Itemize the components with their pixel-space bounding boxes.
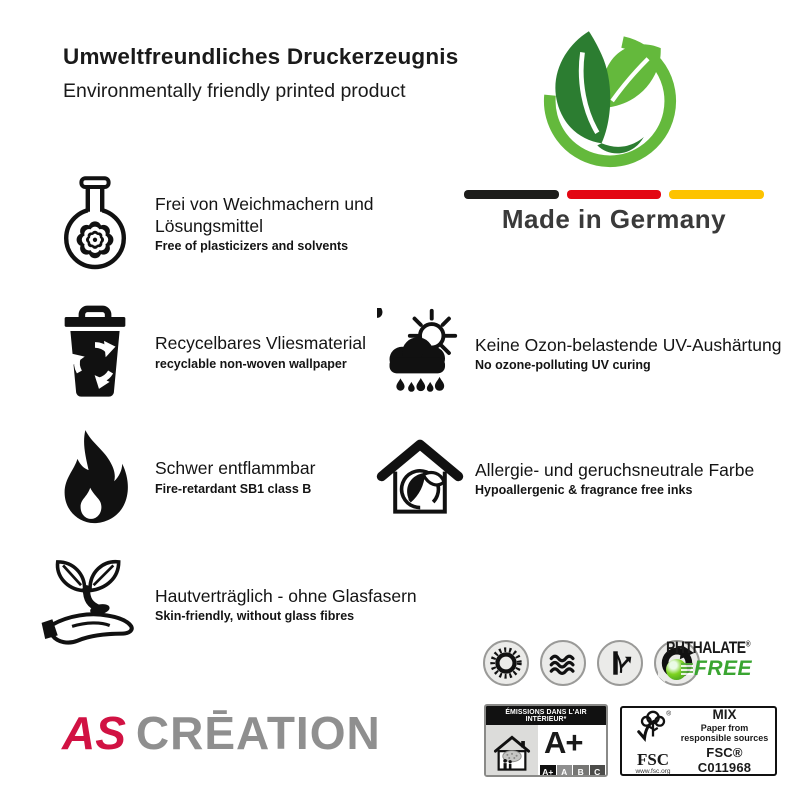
feature-no-uv-en: No ozone-polluting UV curing [475, 358, 651, 373]
free-word: FREE [694, 657, 753, 680]
green-waves-icon [681, 663, 693, 675]
flame-icon [45, 428, 145, 525]
scale-b: B [573, 765, 589, 777]
air-emissions-label [484, 704, 608, 777]
scale-c: C [590, 765, 606, 777]
feature-hypoallergenic-de: Allergie- und geruchsneutrale Farbe [475, 459, 755, 480]
german-flag-bar [464, 190, 764, 199]
fsc-grade: MIX [712, 706, 737, 722]
svg-text:®: ® [666, 710, 672, 718]
feature-plasticizer-free-en: Free of plasticizers and solvents [155, 239, 349, 254]
leaf-circle-logo [536, 26, 684, 176]
flag-red [567, 190, 662, 199]
fsc-url: www.fsc.org [635, 767, 671, 775]
flag-gold [669, 190, 764, 199]
fsc-acronym: FSC [636, 749, 670, 769]
air-rating: A+ [544, 725, 583, 760]
air-rating-scale [540, 765, 605, 777]
spongeable-waves-icon [540, 640, 586, 686]
sun-cloud-rain-icon [375, 308, 465, 398]
brand-creation: CRĒATION [135, 707, 381, 759]
phthalate-free-logo [666, 638, 776, 681]
fsc-desc: Paper from responsible sources [680, 722, 769, 743]
fsc-label [620, 706, 777, 776]
feature-skin-friendly-en: Skin-friendly, without glass fibres [155, 609, 355, 624]
feature-no-uv-de: Keine Ozon-belastende UV-Aushärtung [475, 334, 782, 355]
feature-plasticizer-free-de: Frei von Weichmachern und Lösungsmittel [155, 193, 374, 236]
page-title: Umweltfreundliches Druckerzeugnis [63, 44, 459, 69]
scale-a-plus: A+ [540, 765, 556, 777]
fsc-license: FSC® C011968 [697, 745, 752, 776]
brand-as: AS [62, 707, 126, 759]
feature-recyclable-en: recyclable non-woven wallpaper [155, 356, 347, 371]
made-in-germany-label: Made in Germany [501, 204, 727, 234]
flag-black [464, 190, 559, 199]
fsc-tree-icon [631, 708, 675, 746]
feature-fire-retardant-en: Fire-retardant SB1 class B [155, 481, 312, 496]
recycle-bin-icon [45, 304, 145, 399]
phthalate-word: PHTHALATE® [666, 638, 751, 657]
lightfastness-sun-icon [483, 640, 529, 686]
scale-a: A [557, 765, 573, 777]
feature-fire-retardant-de: Schwer entflammbar [155, 458, 316, 479]
feature-skin-friendly-de: Hautverträglich - ohne Glasfasern [155, 585, 417, 606]
hand-plant-icon [35, 554, 145, 654]
air-label-house-icon [486, 725, 538, 777]
strippable-arrow-icon [597, 640, 643, 686]
air-label-title: ÉMISSIONS DANS L'AIR INTÉRIEUR* [486, 706, 606, 725]
house-leaf-icon [375, 435, 465, 521]
flask-icon [45, 166, 145, 280]
feature-hypoallergenic-en: Hypoallergenic & fragrance free inks [475, 483, 693, 498]
as-creation-logo [62, 706, 381, 760]
feature-recyclable-de: Recycelbares Vliesmaterial [155, 333, 367, 354]
page-subtitle: Environmentally friendly printed product [63, 80, 406, 102]
